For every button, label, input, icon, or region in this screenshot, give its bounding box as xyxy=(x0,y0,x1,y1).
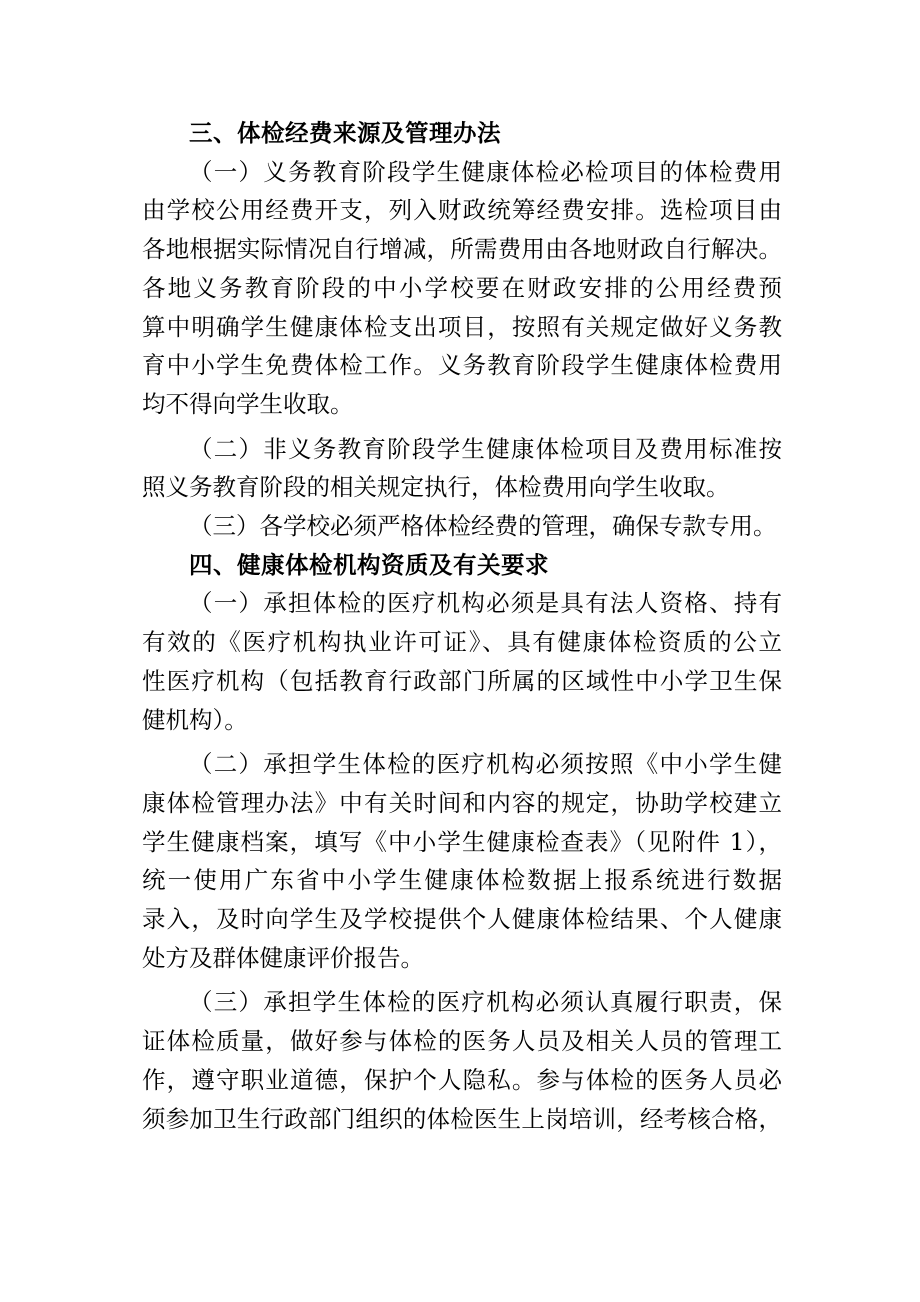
paragraph-3-2 xyxy=(142,430,782,507)
document-page xyxy=(142,114,782,1138)
text-line: （三）承担学生体检的医疗机构必须认真履行职责，保 xyxy=(189,988,782,1017)
text-line: 有效的《医疗机构执业许可证》、具有健康体检资质的公立 xyxy=(142,628,782,657)
text-line: （一）承担体检的医疗机构必须是具有法人资格、持有 xyxy=(189,589,782,618)
paragraph-4-2 xyxy=(142,745,782,977)
text-line: 统一使用广东省中小学生健康体检数据上报系统进行数据 xyxy=(142,866,782,895)
text-line: 康体检管理办法》中有关时间和内容的规定，协助学校建立 xyxy=(142,788,782,817)
text-line: 作，遵守职业道德，保护个人隐私。参与体检的医务人员必 xyxy=(142,1065,782,1094)
section-heading-3: 三、体检经费来源及管理办法 xyxy=(189,119,501,147)
text-line: （三）各学校必须严格体检经费的管理，确保专款专用。 xyxy=(189,512,777,541)
text-line: 均不得向学生收取。 xyxy=(142,389,354,418)
paragraph-4-3 xyxy=(142,983,782,1138)
text-line: 算中明确学生健康体检支出项目，按照有关规定做好义务教 xyxy=(142,312,782,341)
text-line: 录入，及时向学生及学校提供个人健康体检结果、个人健康 xyxy=(142,905,782,934)
text-line: 学生健康档案，填写《中小学生健康检查表》（见附件 1）， xyxy=(142,827,782,856)
text-line: 照义务教育阶段的相关规定执行，体检费用向学生收取。 xyxy=(142,473,730,502)
paragraph-4-1 xyxy=(142,584,782,739)
text-line: 处方及群体健康评价报告。 xyxy=(142,943,424,972)
paragraph-3-3 xyxy=(142,507,782,546)
text-line: （一）义务教育阶段学生健康体检必检项目的体检费用 xyxy=(189,157,782,186)
text-line: 健机构）。 xyxy=(142,705,248,734)
text-line: 由学校公用经费开支，列入财政统筹经费安排。选检项目由 xyxy=(142,196,782,225)
text-line: 育中小学生免费体检工作。义务教育阶段学生健康体检费用 xyxy=(142,351,782,380)
text-line: 各地根据实际情况自行增减，所需费用由各地财政自行解决。 xyxy=(142,235,782,264)
text-line: 各地义务教育阶段的中小学校要在财政安排的公用经费预 xyxy=(142,273,782,302)
text-line: 证体检质量，做好参与体检的医务人员及相关人员的管理工 xyxy=(142,1027,782,1056)
text-line: （二）承担学生体检的医疗机构必须按照《中小学生健 xyxy=(189,750,782,779)
text-line: 须参加卫生行政部门组织的体检医生上岗培训，经考核合格， xyxy=(142,1104,782,1133)
paragraph-3-1 xyxy=(142,153,782,424)
text-line: （二）非义务教育阶段学生健康体检项目及费用标准按 xyxy=(189,434,782,463)
section-heading-4: 四、健康体检机构资质及有关要求 xyxy=(189,550,549,579)
text-line: 性医疗机构（包括教育行政部门所属的区域性中小学卫生保 xyxy=(142,666,782,695)
